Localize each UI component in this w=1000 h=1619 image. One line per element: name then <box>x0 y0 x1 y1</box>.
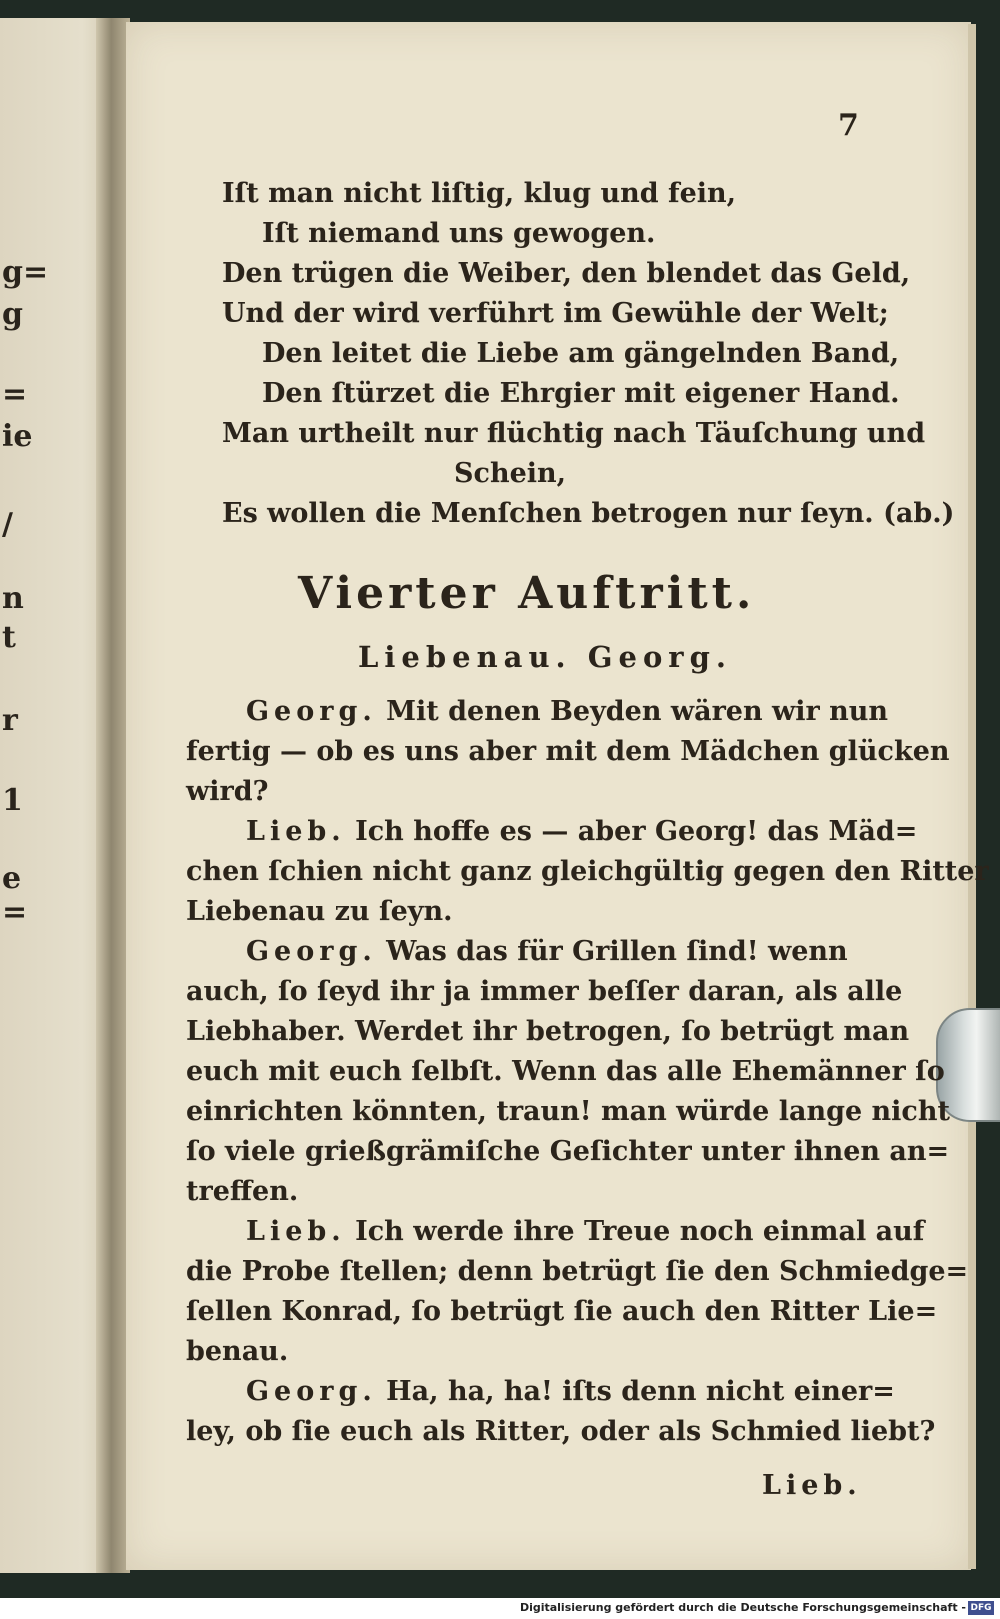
left-page-fragment: g= <box>2 255 49 290</box>
speaker-name: Georg. <box>246 1376 377 1407</box>
dialogue-line: chen ſchien nicht ganz gleichgültig gegen den Ritter <box>186 856 989 887</box>
dialogue-line: ſellen Konrad, ſo betrügt ſie auch den Ritter Lie= <box>186 1296 938 1327</box>
verse-line: Schein, <box>454 458 567 489</box>
dialogue-line: die Probe ſtellen; denn betrügt ſie den Schmiedge= <box>186 1256 969 1287</box>
left-page-fragment: t <box>2 620 16 655</box>
dialogue-line: Liebenau zu ſeyn. <box>186 896 453 927</box>
dialogue-line: einrichten könnten, traun! man würde lange nicht <box>186 1096 950 1127</box>
left-page-fragment: / <box>2 507 13 542</box>
dialogue-text: Ich hoffe es — aber Georg! das Mäd= <box>355 816 918 847</box>
speaker-name: Lieb. <box>246 816 346 847</box>
verse-line: Und der wird verführt im Gewühle der Welt; <box>222 298 889 329</box>
dialogue-line: auch, ſo ſeyd ihr ja immer beſſer daran, als alle <box>186 976 903 1007</box>
verse-line: Den leitet die Liebe am gängelnden Band, <box>262 338 900 369</box>
scene-characters: Liebenau. Georg. <box>358 640 732 674</box>
left-page-fragment: ie <box>2 419 33 454</box>
page-number: 7 <box>838 108 859 143</box>
page-edge <box>968 24 976 1569</box>
dialogue-first-line <box>246 696 888 727</box>
dfg-logo: DFG <box>968 1601 994 1615</box>
left-page-fragment: g <box>2 297 23 332</box>
left-page-fragment: n <box>2 581 24 616</box>
left-page-fragment: e <box>2 861 22 896</box>
verse-line: Den trügen die Weiber, den blendet das Geld, <box>222 258 911 289</box>
dialogue-text: Ich werde ihre Treue noch einmal auf <box>355 1216 925 1247</box>
dialogue-text: Was das für Grillen ſind! wenn <box>386 936 848 967</box>
catchword: Lieb. <box>762 1470 862 1501</box>
dialogue-line: ſo viele grießgrämiſche Geſichter unter ihnen an= <box>186 1136 950 1167</box>
dialogue-first-line <box>246 1216 924 1247</box>
dialogue-line: fertig — ob es uns aber mit dem Mädchen glücken <box>186 736 950 767</box>
dialogue-line: wird? <box>186 776 269 807</box>
verse-line: Man urtheilt nur flüchtig nach Täuſchung und <box>222 418 926 449</box>
verse-line: Iſt niemand uns gewogen. <box>262 218 656 249</box>
dialogue-first-line <box>246 936 848 967</box>
dialogue-line: ley, ob ſie euch als Ritter, oder als Schmied liebt? <box>186 1416 936 1447</box>
dialogue-first-line <box>246 816 917 847</box>
left-page-fragment: 1 <box>2 783 23 818</box>
dialogue-text: Mit denen Beyden wären wir nun <box>386 696 889 727</box>
book-gutter <box>96 18 130 1573</box>
dialogue-first-line <box>246 1376 895 1407</box>
dialogue-line: treffen. <box>186 1176 299 1207</box>
verse-line: Es wollen die Menſchen betrogen nur ſeyn. (ab.) <box>222 498 955 529</box>
dialogue-line: euch mit euch ſelbſt. Wenn das alle Ehemänner ſo <box>186 1056 945 1087</box>
speaker-name: Georg. <box>246 696 377 727</box>
verse-line: Iſt man nicht liſtig, klug und fein, <box>222 178 737 209</box>
verse-line: Den ſtürzet die Ehrgier mit eigener Hand. <box>262 378 900 409</box>
left-page-fragment: = <box>2 895 28 930</box>
dialogue-text: Ha, ha, ha! iſts denn nicht einer= <box>386 1376 895 1407</box>
left-page-fragment: = <box>2 377 28 412</box>
dialogue-line: benau. <box>186 1336 289 1367</box>
speaker-name: Georg. <box>246 936 377 967</box>
left-page-fragment: r <box>2 703 18 738</box>
footer-credit: Digitalisierung gefördert durch die Deutsche Forschungsgemeinschaft - <box>519 1601 966 1614</box>
scene-heading: Vierter Auftritt. <box>298 568 756 619</box>
dialogue-line: Liebhaber. Werdet ihr betrogen, ſo betrügt man <box>186 1016 910 1047</box>
speaker-name: Lieb. <box>246 1216 346 1247</box>
